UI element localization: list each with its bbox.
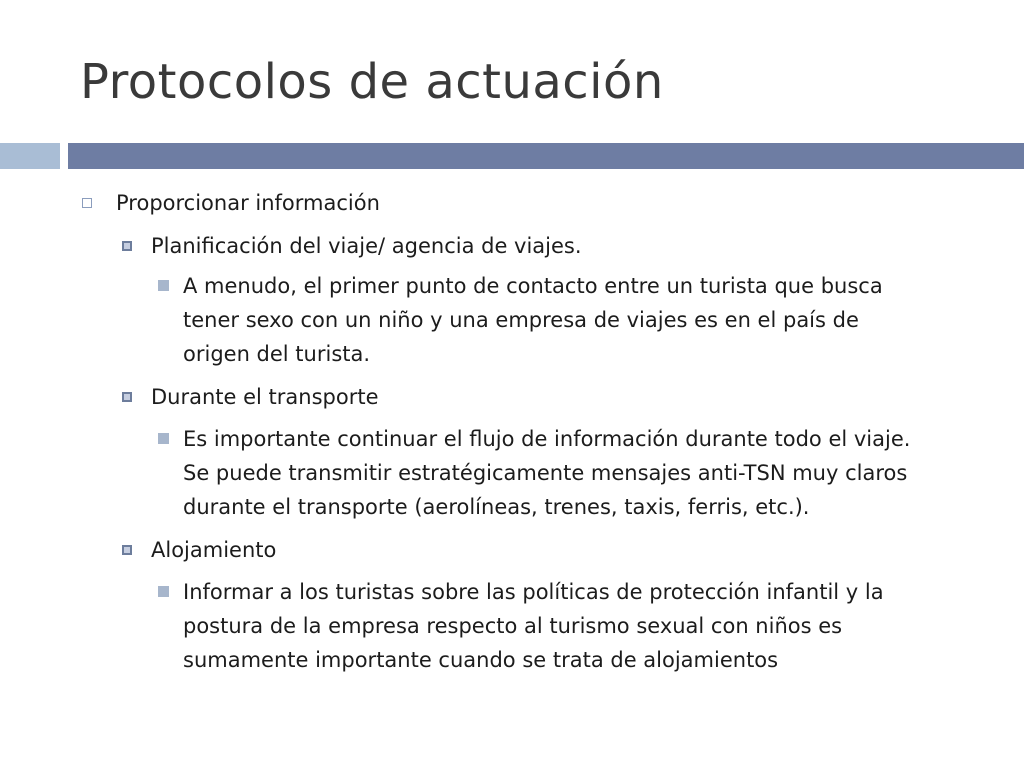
bullet-text-level3: origen del turista. (183, 342, 371, 366)
bullet-text-level3: sumamente importante cuando se trata de alojamientos (183, 648, 779, 672)
bullet-text-level2: Alojamiento (151, 538, 277, 562)
square-filled-bordered-icon (122, 241, 132, 251)
square-filled-icon (158, 586, 169, 597)
bullet-text-level2: Planificación del viaje/ agencia de viajes. (151, 234, 582, 258)
square-filled-bordered-icon (122, 392, 132, 402)
bullet-text-level3: A menudo, el primer punto de contacto entre un turista que busca (183, 274, 883, 298)
bullet-text-level3: tener sexo con un niño y una empresa de viajes es en el país de (183, 308, 859, 332)
bullet-text-level1: Proporcionar información (116, 191, 380, 215)
bullet-text-level3: durante el transporte (aerolíneas, trenes, taxis, ferris, etc.). (183, 495, 810, 519)
slide-title: Protocolos de actuación (80, 54, 664, 110)
bullet-text-level2: Durante el transporte (151, 385, 379, 409)
square-outline-icon (82, 198, 92, 208)
square-filled-bordered-icon (122, 545, 132, 555)
bullet-text-level3: Se puede transmitir estratégicamente mensajes anti-TSN muy claros (183, 461, 908, 485)
bullet-text-level3: postura de la empresa respecto al turismo sexual con niños es (183, 614, 843, 638)
square-filled-icon (158, 280, 169, 291)
bullet-text-level3: Es importante continuar el flujo de información durante todo el viaje. (183, 427, 911, 451)
bullet-text-level3: Informar a los turistas sobre las políticas de protección infantil y la (183, 580, 884, 604)
square-filled-icon (158, 433, 169, 444)
